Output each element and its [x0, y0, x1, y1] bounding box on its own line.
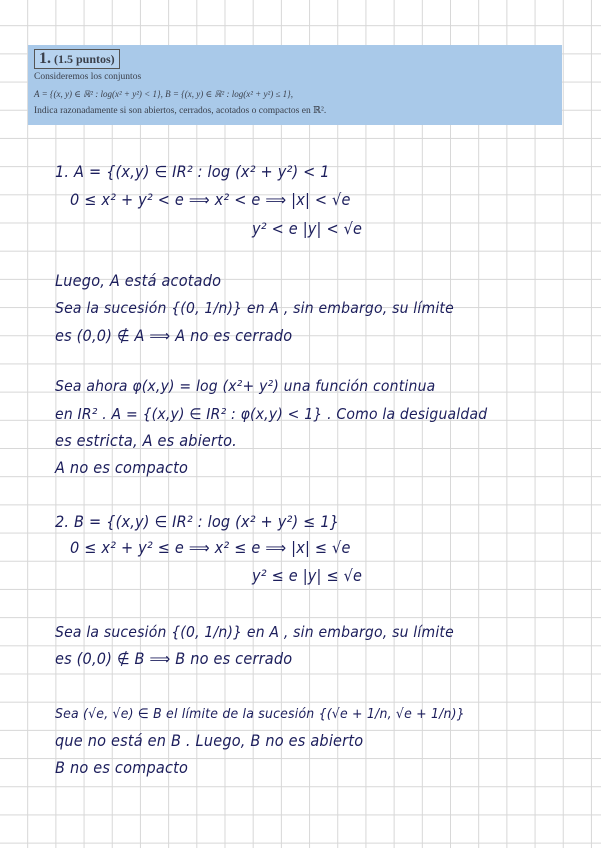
problem-number: 1.	[39, 50, 51, 67]
problem-intro: Consideremos los conjuntos	[34, 72, 142, 82]
problem-question: Indica razonadamente si son abiertos, cerrados, acotados o compactos en ℝ².	[34, 106, 327, 116]
problem-title	[34, 49, 120, 69]
solution-line-18: B no es compacto	[55, 760, 189, 778]
solution-line-12: 0 ≤ x² + y² ≤ e ⟹ x² ≤ e ⟹ |x| ≤ √e	[70, 540, 351, 558]
solution-line-9: es estricta, A es abierto.	[55, 433, 237, 451]
solution-line-3: y² < e |y| < √e	[252, 221, 363, 239]
solution-line-6: es (0,0) ∉ A ⟹ A no es cerrado	[55, 328, 293, 346]
problem-points: (1.5 puntos)	[54, 52, 115, 66]
solution-line-8: en IR² . A = {(x,y) ∈ IR² : φ(x,y) < 1} . Como la desigualdad	[55, 406, 488, 424]
solution-line-15: es (0,0) ∉ B ⟹ B no es cerrado	[55, 651, 293, 669]
solution-line-10: A no es compacto	[55, 460, 189, 478]
solution-line-14: Sea la sucesión {(0, 1/n)} en A , sin embargo, su límite	[55, 624, 454, 642]
problem-sets-formula: A = {(x, y) ∈ ℝ² : log(x² + y²) < 1}, B = {(x, y) ∈ ℝ² : log(x² + y²) ≤ 1},	[34, 89, 293, 99]
solution-line-17: que no está en B . Luego, B no es abierto	[55, 733, 364, 751]
solution-line-13: y² ≤ e |y| ≤ √e	[252, 568, 363, 586]
solution-line-7: Sea ahora φ(x,y) = log (x²+ y²) una función continua	[55, 378, 436, 396]
solution-line-1: 1. A = {(x,y) ∈ IR² : log (x² + y²) < 1	[55, 164, 330, 182]
problem-statement	[28, 45, 562, 125]
solution-line-5: Sea la sucesión {(0, 1/n)} en A , sin embargo, su límite	[55, 300, 454, 318]
solution-line-4: Luego, A está acotado	[55, 273, 222, 291]
solution-line-2: 0 ≤ x² + y² < e ⟹ x² < e ⟹ |x| < √e	[70, 192, 351, 210]
solution-line-16: Sea (√e, √e) ∈ B el límite de la sucesión {(√e + 1/n, √e + 1/n)}	[55, 705, 465, 722]
solution-line-11: 2. B = {(x,y) ∈ IR² : log (x² + y²) ≤ 1}	[55, 514, 340, 532]
problem-header	[34, 49, 556, 69]
